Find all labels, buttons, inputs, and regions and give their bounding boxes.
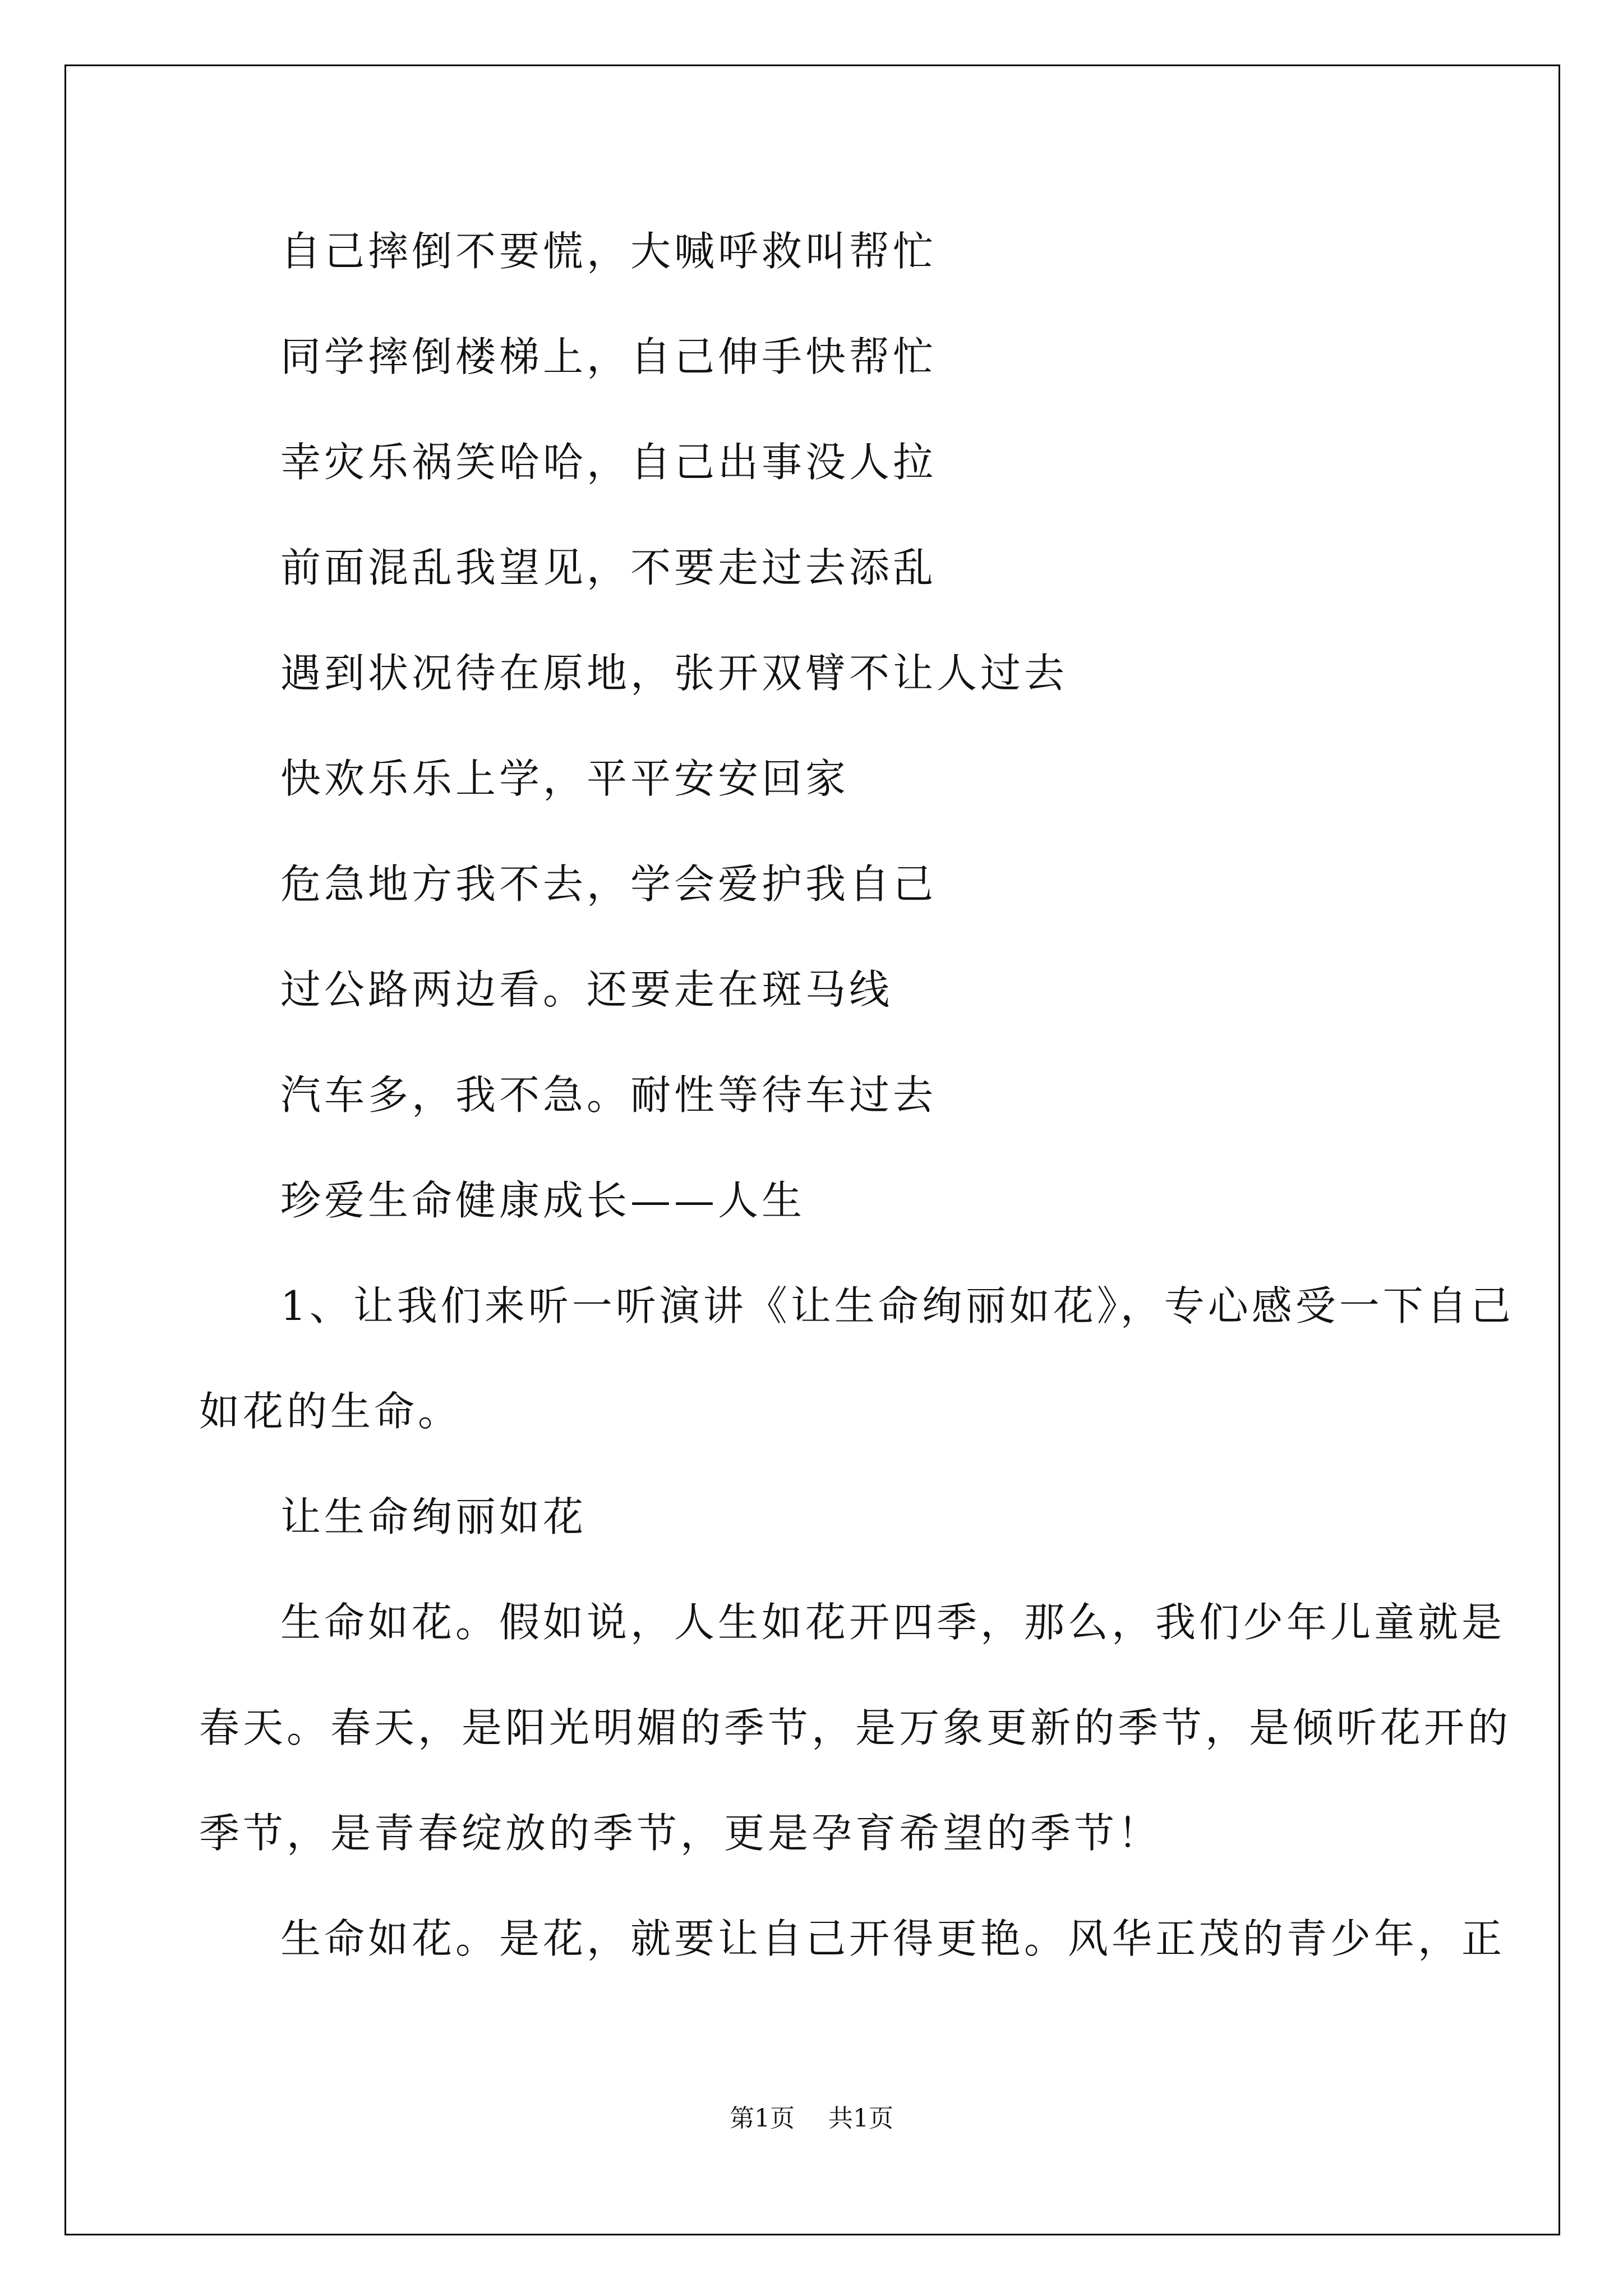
text-line: 遇到状况待在原地，张开双臂不让人过去 [280,650,1068,697]
page-total: 共1页 [828,2104,893,2133]
text-line: 快欢乐乐上学，平平安安回家 [280,755,850,802]
paragraph-line: 春天。春天，是阳光明媚的季节，是万象更新的季节，是倾听花开的 [199,1704,1512,1751]
page-footer [0,2098,1623,2134]
paragraph-line: 生命如花。假如说，人生如花开四季，那么，我们少年儿童就是 [280,1599,1506,1646]
text-line: 过公路两边看。还要走在斑马线 [280,966,893,1013]
page-number: 第1页 [730,2104,795,2133]
section-heading: 珍爱生命健康成长——人生 [280,1177,806,1224]
paragraph-line: 生命如花。是花，就要让自己开得更艳。风华正茂的青少年，正 [280,1915,1506,1962]
text-line: 幸灾乐祸笑哈哈，自己出事没人拉 [280,439,937,486]
text-line: 危急地方我不去，学会爱护我自己 [280,861,937,908]
text-line: 汽车多，我不急。耐性等待车过去 [280,1071,937,1119]
paragraph-line: 如花的生命。 [199,1388,462,1435]
text-line: 自己摔倒不要慌，大喊呼救叫帮忙 [280,228,937,275]
speech-title: 让生命绚丽如花 [280,1493,587,1540]
text-line: 前面混乱我望见，不要走过去添乱 [280,544,937,591]
paragraph-line: 1、让我们来听一听演讲《让生命绚丽如花》，专心感受一下自己 [280,1282,1514,1329]
paragraph-line: 季节，是青春绽放的季节，更是孕育希望的季节！ [199,1810,1162,1857]
page-border [64,65,1560,2235]
text-line: 同学摔倒楼梯上，自己伸手快帮忙 [280,333,937,380]
